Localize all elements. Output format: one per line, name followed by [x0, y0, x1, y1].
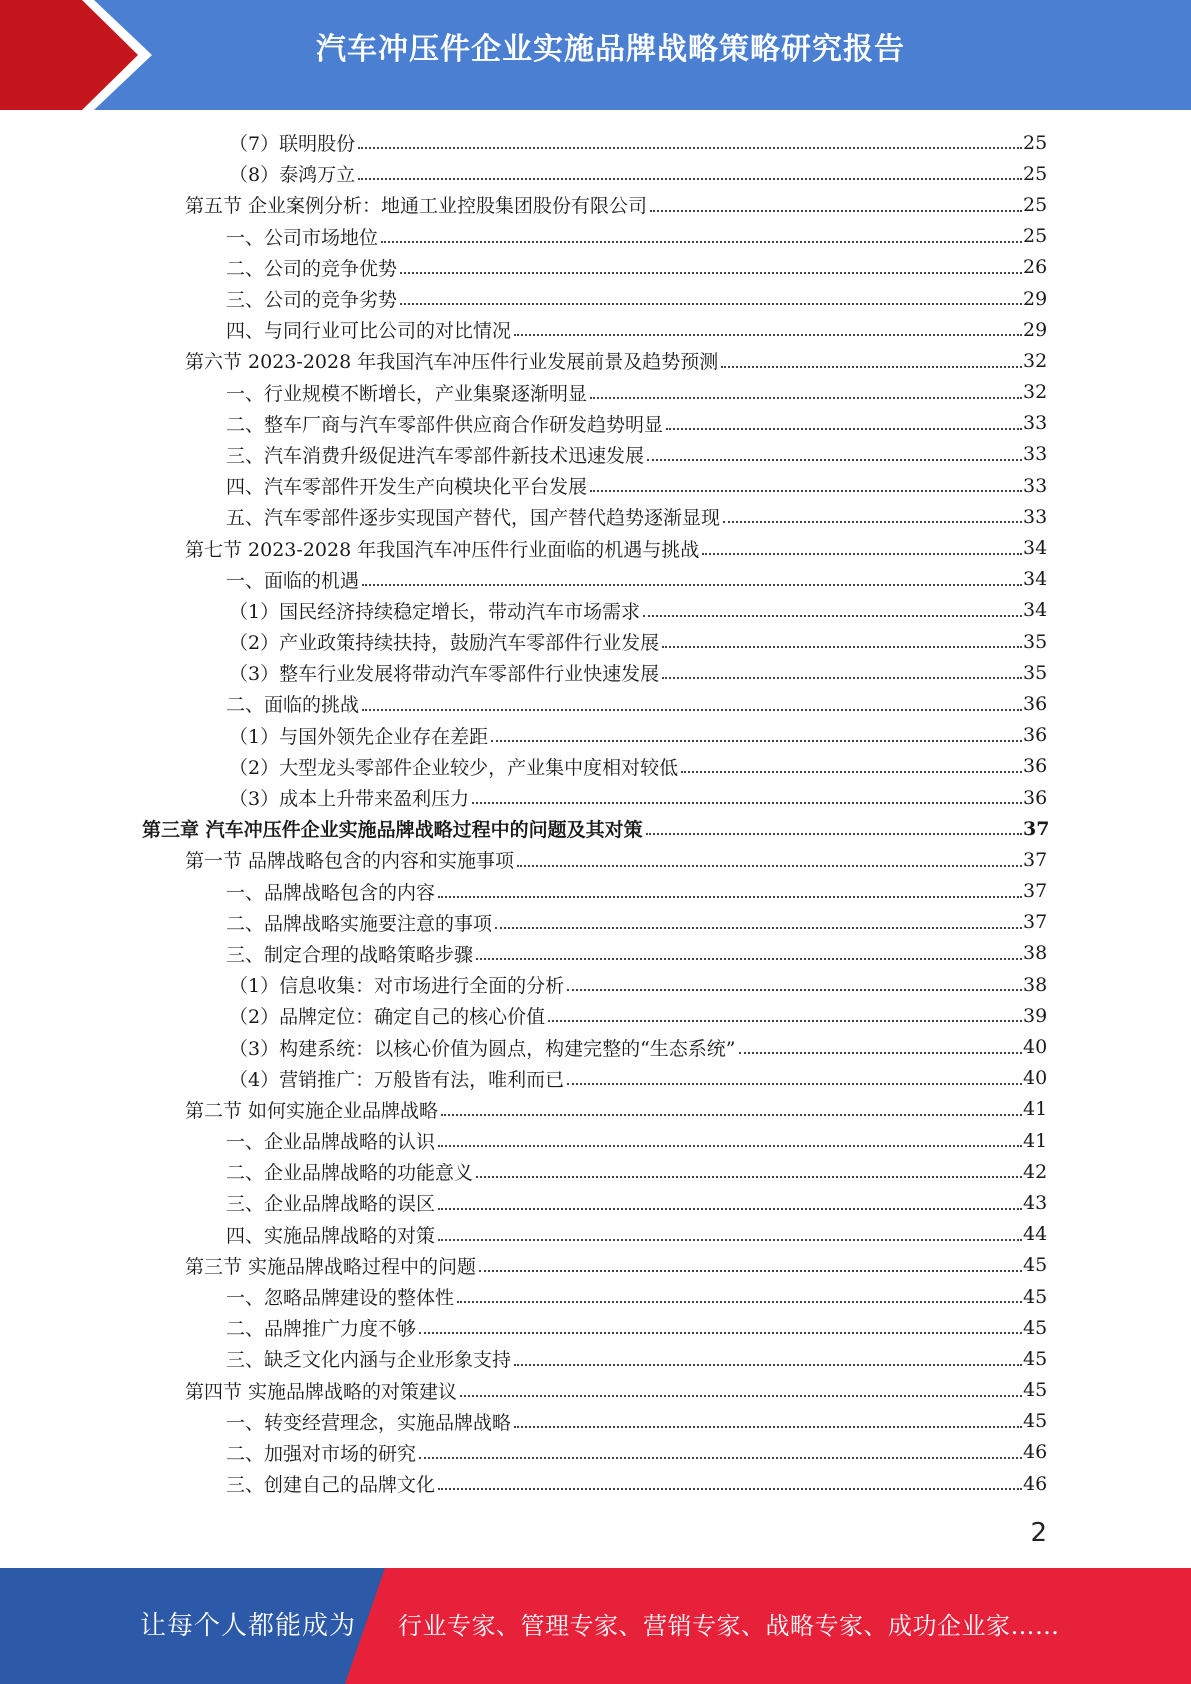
- toc-entry[interactable]: [0, 470, 1191, 501]
- toc-entry-title: 一、面临的机遇: [226, 569, 360, 592]
- toc-entry-title: 一、品牌战略包含的内容: [226, 881, 436, 904]
- toc-entry[interactable]: [0, 439, 1191, 470]
- toc-entry[interactable]: [0, 1312, 1191, 1343]
- toc-dot-leader: [662, 645, 1022, 648]
- toc-entry-title: 二、整车厂商与汽车零部件供应商合作研发趋势明显: [226, 413, 664, 436]
- toc-entry-title: 一、行业规模不断增长，产业集聚逐渐明显: [226, 382, 588, 405]
- toc-entry[interactable]: [0, 283, 1191, 314]
- toc-dot-leader: [650, 209, 1022, 212]
- toc-entry-page: 45: [1023, 1410, 1048, 1433]
- toc-dot-leader: [702, 552, 1022, 555]
- toc-dot-leader: [438, 895, 1022, 898]
- toc-entry[interactable]: [0, 314, 1191, 345]
- toc-entry-page: 34: [1023, 599, 1048, 622]
- toc-dot-leader: [514, 1363, 1022, 1366]
- toc-dot-leader: [419, 1456, 1022, 1459]
- toc-entry[interactable]: [0, 938, 1191, 969]
- toc-entry-title: 第二节 如何实施企业品牌战略: [185, 1099, 439, 1122]
- toc-entry[interactable]: [0, 969, 1191, 1000]
- toc-entry-page: 45: [1023, 1347, 1048, 1370]
- toc-dot-leader: [460, 1394, 1022, 1397]
- toc-entry-title: （4）营销推广：万般皆有法，唯利而已: [229, 1068, 565, 1091]
- toc-entry-title: （2）产业政策持续扶持，鼓励汽车零部件行业发展: [229, 632, 660, 655]
- toc-entry[interactable]: [0, 751, 1191, 782]
- toc-entry-title: 三、创建自己的品牌文化: [226, 1474, 436, 1497]
- toc-entry[interactable]: [0, 345, 1191, 376]
- toc-dot-leader: [381, 240, 1022, 243]
- toc-entry-title: 三、公司的竞争劣势: [226, 289, 398, 312]
- toc-entry-title: 第四节 实施品牌战略的对策建议: [185, 1380, 458, 1403]
- toc-entry[interactable]: [0, 1468, 1191, 1499]
- toc-entry-page: 37: [1023, 880, 1048, 903]
- toc-entry-page: 39: [1023, 1004, 1048, 1027]
- toc-entry-title: （3）成本上升带来盈利压力: [229, 788, 470, 811]
- toc-entry-title: （1）信息收集：对市场进行全面的分析: [229, 975, 565, 998]
- toc-entry-page: 36: [1023, 755, 1048, 778]
- toc-entry[interactable]: [0, 1406, 1191, 1437]
- toc-entry[interactable]: [0, 876, 1191, 907]
- toc-entry-title: （2）品牌定位：确定自己的核心价值: [229, 1006, 546, 1029]
- toc-entry[interactable]: [0, 844, 1191, 875]
- toc-entry-page: 45: [1023, 1285, 1048, 1308]
- toc-entry[interactable]: [0, 720, 1191, 751]
- toc-entry-title: 三、汽车消费升级促进汽车零部件新技术迅速发展: [226, 444, 645, 467]
- toc-entry-title: 二、品牌推广力度不够: [226, 1318, 417, 1341]
- toc-dot-leader: [358, 146, 1022, 149]
- toc-dot-leader: [441, 1113, 1022, 1116]
- toc-entry-page: 38: [1023, 942, 1048, 965]
- toc-entry-title: 四、与同行业可比公司的对比情况: [226, 320, 512, 343]
- toc-entry-page: 34: [1023, 568, 1048, 591]
- page-footer: [0, 1568, 1191, 1684]
- header-arrow-decoration: [0, 0, 160, 110]
- page-number: 2: [1030, 1518, 1047, 1548]
- toc-dot-leader: [438, 1487, 1022, 1490]
- toc-entry-page: 37: [1023, 817, 1050, 840]
- toc-dot-leader: [681, 770, 1022, 773]
- toc-dot-leader: [662, 676, 1022, 679]
- toc-entry[interactable]: [0, 1000, 1191, 1031]
- toc-entry-page: 45: [1023, 1316, 1048, 1339]
- toc-entry-title: 三、企业品牌战略的误区: [226, 1193, 436, 1216]
- toc-entry[interactable]: [0, 1375, 1191, 1406]
- toc-entry-title: （7）联明股份: [229, 133, 356, 156]
- toc-entry-title: 二、加强对市场的研究: [226, 1442, 417, 1465]
- toc-entry-title: 五、汽车零部件逐步实现国产替代，国产替代趋势逐渐显现: [226, 507, 721, 530]
- toc-entry-page: 46: [1023, 1472, 1048, 1495]
- toc-dot-leader: [739, 1051, 1022, 1054]
- toc-entry-page: 25: [1023, 162, 1048, 185]
- toc-dot-leader: [457, 1300, 1022, 1303]
- toc-dot-leader: [514, 1425, 1022, 1428]
- toc-dot-leader: [400, 302, 1022, 305]
- toc-entry-title: 一、企业品牌战略的认识: [226, 1131, 436, 1154]
- toc-entry-title: （1）与国外领先企业存在差距: [229, 725, 489, 748]
- toc-entry[interactable]: [0, 1219, 1191, 1250]
- toc-dot-leader: [438, 1238, 1022, 1241]
- toc-entry[interactable]: [0, 1437, 1191, 1468]
- toc-entry[interactable]: [0, 688, 1191, 719]
- toc-entry[interactable]: [0, 252, 1191, 283]
- toc-entry-page: 33: [1023, 474, 1048, 497]
- toc-dot-leader: [646, 832, 1022, 835]
- toc-dot-leader: [358, 177, 1022, 180]
- toc-entry[interactable]: [0, 221, 1191, 252]
- toc-entry-page: 25: [1023, 193, 1048, 216]
- toc-entry-page: 40: [1023, 1067, 1048, 1090]
- toc-entry[interactable]: [0, 1343, 1191, 1374]
- toc-entry[interactable]: [0, 501, 1191, 532]
- toc-entry-title: （3）构建系统：以核心价值为圆点，构建完整的“生态系统”: [229, 1037, 736, 1060]
- toc-entry[interactable]: [0, 813, 1191, 844]
- toc-entry[interactable]: [0, 1156, 1191, 1187]
- toc-entry-page: 25: [1023, 225, 1048, 248]
- toc-entry[interactable]: [0, 1281, 1191, 1312]
- toc-entry-title: 三、缺乏文化内涵与企业形象支持: [226, 1349, 512, 1372]
- toc-dot-leader: [567, 1082, 1022, 1085]
- toc-dot-leader: [479, 1269, 1022, 1272]
- toc-entry[interactable]: [0, 907, 1191, 938]
- toc-entry-title: 第一节 品牌战略包含的内容和实施事项: [185, 850, 515, 873]
- toc-entry-page: 34: [1023, 537, 1048, 560]
- toc-entry-page: 46: [1023, 1441, 1048, 1464]
- toc-entry-title: 四、汽车零部件开发生产向模块化平台发展: [226, 476, 588, 499]
- toc-entry[interactable]: [0, 158, 1191, 189]
- toc-entry-page: 38: [1023, 973, 1048, 996]
- toc-entry-title: 二、面临的挑战: [226, 694, 360, 717]
- toc-dot-leader: [491, 739, 1022, 742]
- toc-entry-title: 第六节 2023-2028 年我国汽车冲压件行业发展前景及趋势预测: [185, 351, 719, 374]
- toc-dot-leader: [472, 801, 1022, 804]
- toc-dot-leader: [590, 396, 1022, 399]
- toc-entry-title: 二、品牌战略实施要注意的事项: [226, 912, 493, 935]
- toc-entry[interactable]: [0, 127, 1191, 158]
- toc-entry[interactable]: [0, 1031, 1191, 1062]
- toc-entry-title: （1）国民经济持续稳定增长，带动汽车市场需求: [229, 600, 641, 623]
- toc-entry-page: 33: [1023, 412, 1048, 435]
- toc-entry[interactable]: [0, 189, 1191, 220]
- footer-slogan-left: 让每个人都能成为: [140, 1611, 357, 1641]
- toc-dot-leader: [438, 1207, 1022, 1210]
- toc-entry-page: 41: [1023, 1129, 1048, 1152]
- toc-dot-leader: [721, 365, 1022, 368]
- table-of-contents: [0, 127, 1191, 1499]
- toc-entry-page: 37: [1023, 911, 1048, 934]
- toc-entry-page: 41: [1023, 1098, 1048, 1121]
- toc-dot-leader: [514, 333, 1022, 336]
- toc-entry-page: 26: [1023, 256, 1048, 279]
- toc-dot-leader: [666, 427, 1022, 430]
- toc-entry-page: 35: [1023, 661, 1048, 684]
- toc-dot-leader: [643, 614, 1022, 617]
- toc-dot-leader: [495, 926, 1022, 929]
- toc-entry-page: 43: [1023, 1191, 1048, 1214]
- toc-entry-page: 36: [1023, 786, 1048, 809]
- toc-entry-title: （2）大型龙头零部件企业较少，产业集中度相对较低: [229, 756, 679, 779]
- toc-dot-leader: [362, 583, 1022, 586]
- toc-entry-page: 45: [1023, 1379, 1048, 1402]
- toc-dot-leader: [400, 271, 1022, 274]
- toc-entry-page: 35: [1023, 630, 1048, 653]
- toc-entry-page: 32: [1023, 349, 1048, 372]
- toc-entry[interactable]: [0, 377, 1191, 408]
- toc-entry-title: 第七节 2023-2028 年我国汽车冲压件行业面临的机遇与挑战: [185, 538, 700, 561]
- toc-entry-title: （8）泰鸿万立: [229, 164, 356, 187]
- toc-dot-leader: [567, 988, 1022, 991]
- toc-entry-title: 第五节 企业案例分析：地通工业控股集团股份有限公司: [185, 195, 648, 218]
- toc-entry-title: 四、实施品牌战略的对策: [226, 1224, 436, 1247]
- toc-dot-leader: [419, 1331, 1022, 1334]
- toc-entry[interactable]: [0, 1125, 1191, 1156]
- toc-entry-page: 44: [1023, 1223, 1048, 1246]
- toc-entry-page: 25: [1023, 131, 1048, 154]
- toc-entry[interactable]: [0, 532, 1191, 563]
- toc-entry[interactable]: [0, 1094, 1191, 1125]
- page-header: [0, 0, 1191, 110]
- toc-entry-title: （3）整车行业发展将带动汽车零部件行业快速发展: [229, 663, 660, 686]
- toc-dot-leader: [548, 1019, 1022, 1022]
- toc-entry-title: 一、忽略品牌建设的整体性: [226, 1287, 455, 1310]
- toc-entry[interactable]: [0, 564, 1191, 595]
- toc-dot-leader: [590, 489, 1022, 492]
- toc-entry[interactable]: [0, 595, 1191, 626]
- toc-entry-title: 第三节 实施品牌战略过程中的问题: [185, 1255, 477, 1278]
- document-title: 汽车冲压件企业实施品牌战略策略研究报告: [316, 32, 905, 67]
- toc-entry-title: 二、企业品牌战略的功能意义: [226, 1162, 474, 1185]
- toc-dot-leader: [362, 708, 1022, 711]
- toc-entry[interactable]: [0, 782, 1191, 813]
- toc-dot-leader: [476, 1175, 1022, 1178]
- toc-entry[interactable]: [0, 1250, 1191, 1281]
- toc-entry-title: 一、转变经营理念，实施品牌战略: [226, 1411, 512, 1434]
- toc-entry[interactable]: [0, 1187, 1191, 1218]
- toc-dot-leader: [647, 458, 1022, 461]
- toc-entry[interactable]: [0, 1063, 1191, 1094]
- toc-entry-page: 33: [1023, 505, 1048, 528]
- toc-entry-title: 二、公司的竞争优势: [226, 257, 398, 280]
- toc-dot-leader: [438, 1144, 1022, 1147]
- toc-entry-page: 29: [1023, 318, 1048, 341]
- toc-entry-title: 第三章 汽车冲压件企业实施品牌战略过程中的问题及其对策: [142, 819, 643, 842]
- toc-dot-leader: [723, 520, 1022, 523]
- toc-entry-page: 36: [1023, 724, 1048, 747]
- toc-entry-title: 一、公司市场地位: [226, 226, 379, 249]
- toc-entry-page: 29: [1023, 287, 1048, 310]
- toc-entry-page: 33: [1023, 443, 1048, 466]
- toc-dot-leader: [517, 864, 1022, 867]
- toc-entry-page: 42: [1023, 1160, 1048, 1183]
- toc-entry-page: 36: [1023, 692, 1048, 715]
- toc-entry[interactable]: [0, 408, 1191, 439]
- toc-entry-page: 40: [1023, 1036, 1048, 1059]
- toc-entry-page: 45: [1023, 1254, 1048, 1277]
- toc-entry-page: 32: [1023, 381, 1048, 404]
- footer-slogan-right: 行业专家、管理专家、营销专家、战略专家、成功企业家……: [398, 1612, 1060, 1640]
- toc-entry[interactable]: [0, 657, 1191, 688]
- toc-entry-title: 三、制定合理的战略策略步骤: [226, 943, 474, 966]
- toc-entry-page: 37: [1023, 848, 1048, 871]
- toc-dot-leader: [476, 957, 1022, 960]
- toc-entry[interactable]: [0, 626, 1191, 657]
